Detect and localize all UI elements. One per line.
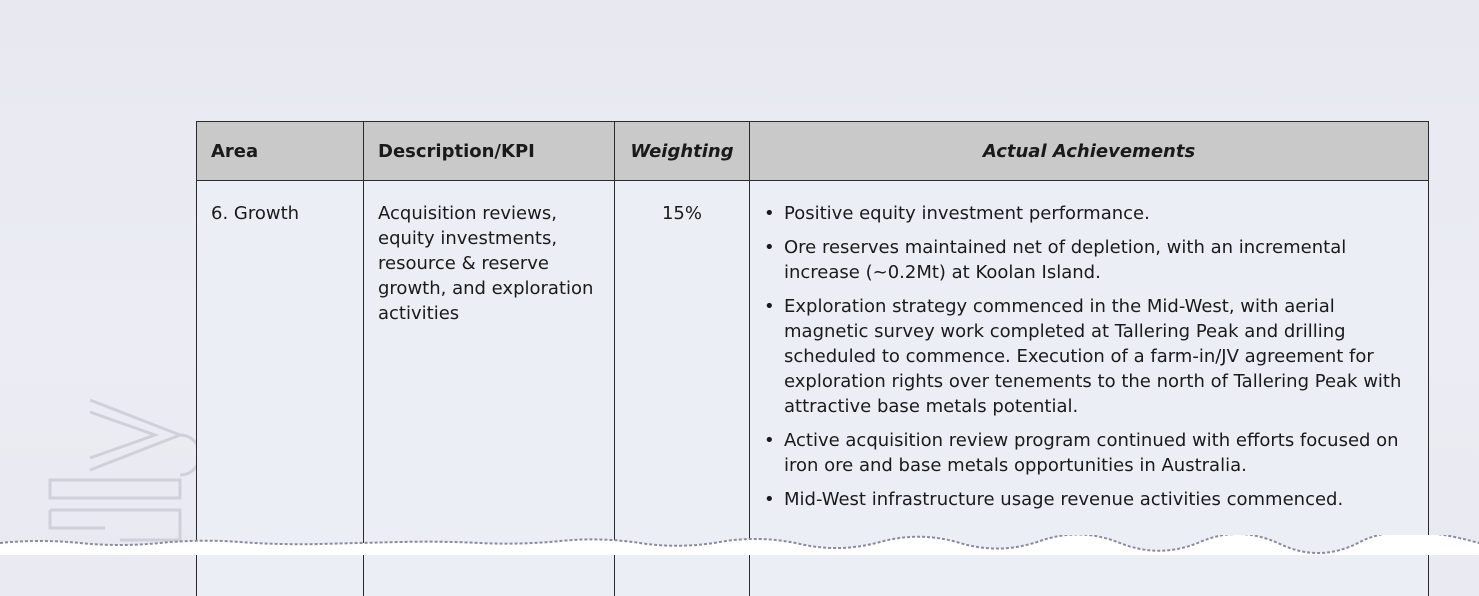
header-description: Description/KPI	[364, 122, 615, 181]
achievement-item: • Ore reserves maintained net of depletion, with an incremental increase (~0.2Mt) at Koolan Island.	[784, 235, 1414, 285]
watermark-stamp-graphic	[30, 380, 200, 555]
kpi-table	[196, 121, 1429, 596]
header-area: Area	[197, 122, 364, 181]
achievements-list	[764, 201, 1414, 512]
description-cell: Acquisition reviews, equity investments, resource & reserve growth, and exploration activities	[364, 181, 615, 596]
achievement-item: • Active acquisition review program continued with efforts focused on iron ore and base metals opportunities in Australia.	[784, 428, 1414, 478]
weighting-cell: 15%	[615, 181, 750, 596]
header-weighting: Weighting	[615, 122, 750, 181]
area-cell: 6. Growth	[197, 181, 364, 596]
achievement-item: • Mid-West infrastructure usage revenue activities commenced.	[784, 487, 1414, 512]
header-actual-achievements: Actual Achievements	[750, 122, 1429, 181]
table-row	[197, 181, 1429, 596]
achievement-item: • Positive equity investment performance.	[784, 201, 1414, 226]
achievements-cell	[750, 181, 1429, 596]
table-header-row	[197, 122, 1429, 181]
achievement-item: • Exploration strategy commenced in the Mid-West, with aerial magnetic survey work completed at Tallering Peak and drilling scheduled to commence. Execution of a farm-in/JV agreement for exploration rights over tenements to the north of Tallering Peak with attractive base metals potential.	[784, 294, 1414, 419]
